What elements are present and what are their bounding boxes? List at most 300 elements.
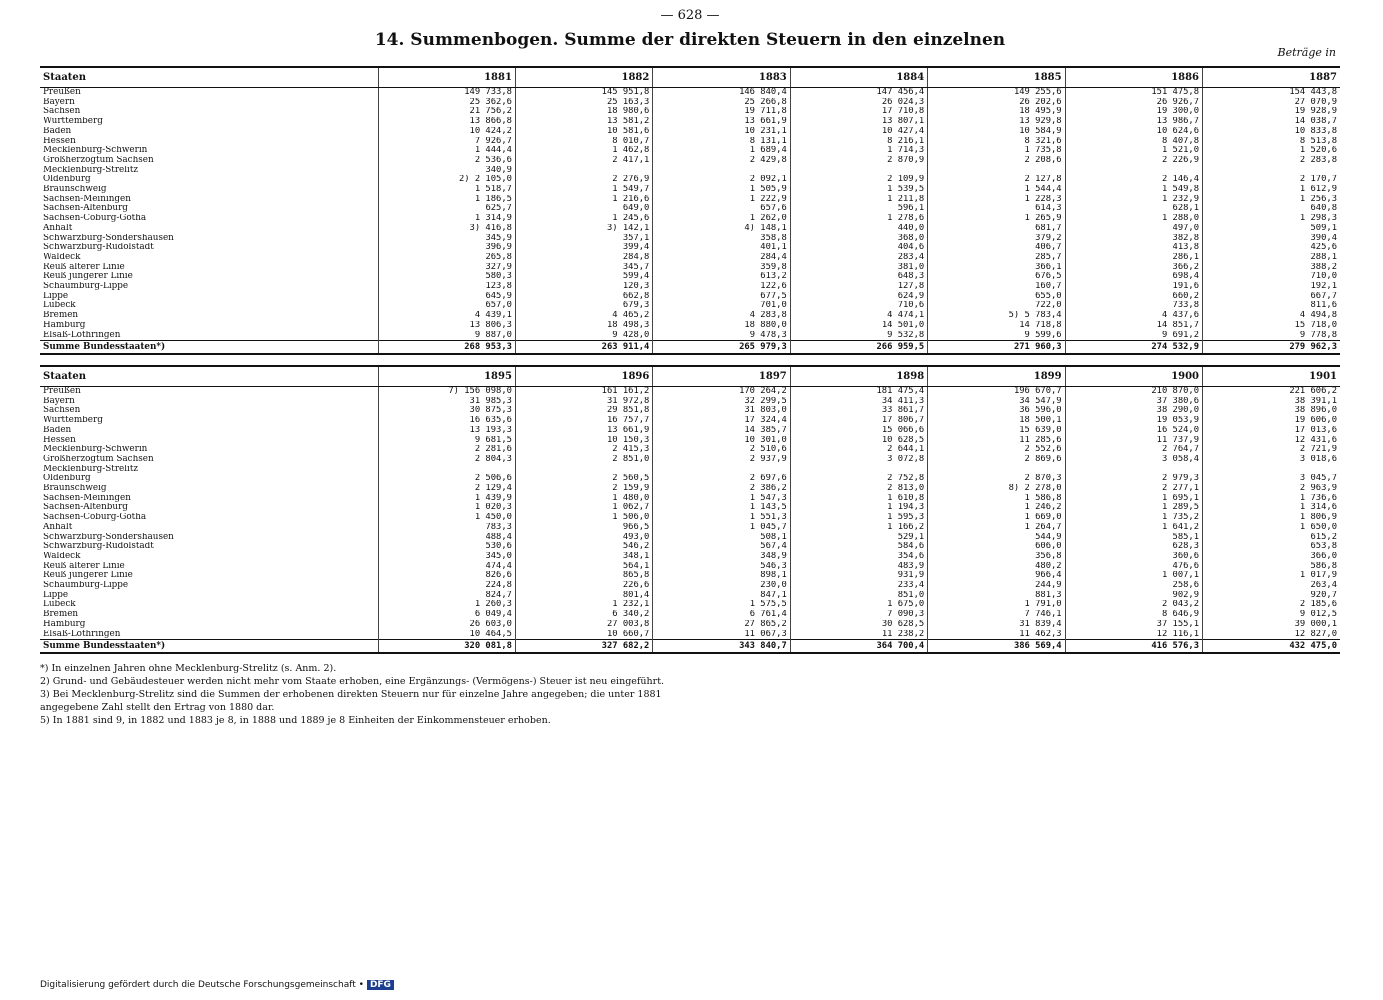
table-row [40, 465, 1340, 475]
table-row [40, 146, 1340, 156]
tax-value: 2 869,6 [928, 455, 1065, 465]
tax-value: 161 161,2 [515, 386, 652, 396]
table-row [40, 406, 1340, 416]
tax-value: 6 049,4 [378, 610, 515, 620]
sum-row [40, 640, 1340, 653]
tax-value: 10 833,8 [1203, 127, 1340, 137]
tax-value: 902,9 [1065, 591, 1202, 601]
table-row [40, 234, 1340, 244]
tax-value: 1 017,9 [1203, 571, 1340, 581]
tax-value: 2 697,6 [653, 474, 790, 484]
tax-value: 847,1 [653, 591, 790, 601]
state-name: Hessen [43, 435, 76, 445]
tax-value: 586,8 [1203, 562, 1340, 572]
tax-value: 681,7 [928, 224, 1065, 234]
tax-value: 36 596,0 [928, 406, 1065, 416]
tax-value: 31 803,0 [653, 406, 790, 416]
tax-value: 149 733,8 [378, 88, 515, 98]
sum-label: Summe Bundesstaaten*) [40, 640, 378, 653]
tax-value: 4 437,6 [1065, 311, 1202, 321]
tax-value: 2 963,9 [1203, 484, 1340, 494]
tax-value: 4 494,8 [1203, 311, 1340, 321]
tax-value: 9 478,3 [653, 331, 790, 341]
tax-value: 12 431,6 [1203, 436, 1340, 446]
state-name: Schwarzburg-Sondershausen [43, 233, 174, 243]
tax-value: 357,1 [515, 234, 652, 244]
tax-value: 25 163,3 [515, 98, 652, 108]
state-name: Schwarzburg-Rudolstadt [43, 243, 154, 253]
tax-value: 37 380,6 [1065, 397, 1202, 407]
tax-value: 920,7 [1203, 591, 1340, 601]
tax-value: 14 851,7 [1065, 321, 1202, 331]
table-row [40, 436, 1340, 446]
sum-value: 343 840,7 [653, 640, 790, 653]
tax-value: 1 288,0 [1065, 214, 1202, 224]
tax-value: 13 929,8 [928, 117, 1065, 127]
state-name: Bayern [43, 396, 75, 406]
tax-value: 625,7 [378, 204, 515, 214]
tax-value: 2 752,8 [790, 474, 927, 484]
tax-value: 26 202,6 [928, 98, 1065, 108]
state-name: Mecklenburg-Schwerin [43, 445, 148, 455]
tax-value: 440,0 [790, 224, 927, 234]
sum-value: 268 953,3 [378, 341, 515, 354]
tax-value: 1 575,5 [653, 600, 790, 610]
tax-value: 258,6 [1065, 581, 1202, 591]
tax-value: 11 737,9 [1065, 436, 1202, 446]
tax-value: 32 299,5 [653, 397, 790, 407]
table-row [40, 272, 1340, 282]
tax-value: 390,4 [1203, 234, 1340, 244]
tax-value [790, 465, 927, 475]
tax-value: 1 641,2 [1065, 523, 1202, 533]
tax-value: 2 415,3 [515, 445, 652, 455]
tax-value: 388,2 [1203, 263, 1340, 273]
tax-value: 18 980,6 [515, 107, 652, 117]
state-name: Sachsen-Meiningen [43, 194, 131, 204]
tax-value: 146 840,4 [653, 88, 790, 98]
tax-value: 8 010,7 [515, 137, 652, 147]
tax-value: 1 586,8 [928, 494, 1065, 504]
tax-value: 11 285,6 [928, 436, 1065, 446]
tax-value: 8 131,1 [653, 137, 790, 147]
tax-value: 19 053,9 [1065, 416, 1202, 426]
tax-value: 9 778,8 [1203, 331, 1340, 341]
sum-value: 274 532,9 [1065, 341, 1202, 354]
tax-value: 1 650,0 [1203, 523, 1340, 533]
tax-value: 13 661,9 [515, 426, 652, 436]
tax-value: 1 143,5 [653, 503, 790, 513]
tax-table-1895-1901 [40, 365, 1340, 654]
tax-value [653, 465, 790, 475]
tax-value: 1 610,8 [790, 494, 927, 504]
tax-value: 1 595,3 [790, 513, 927, 523]
tax-value: 401,1 [653, 243, 790, 253]
tax-value: 404,6 [790, 243, 927, 253]
tax-value: 1 505,9 [653, 185, 790, 195]
tax-value: 288,1 [1203, 253, 1340, 263]
tax-value: 1 298,3 [1203, 214, 1340, 224]
tax-value: 265,8 [378, 253, 515, 263]
tax-value: 580,3 [378, 272, 515, 282]
tax-value: 811,6 [1203, 301, 1340, 311]
tax-value: 567,4 [653, 542, 790, 552]
tax-value: 425,6 [1203, 243, 1340, 253]
tax-value: 677,5 [653, 292, 790, 302]
tax-value: 284,8 [515, 253, 652, 263]
tax-value: 2 226,9 [1065, 156, 1202, 166]
table-row [40, 552, 1340, 562]
tax-value: 30 875,3 [378, 406, 515, 416]
tax-value: 10 581,6 [515, 127, 652, 137]
sum-value: 416 576,3 [1065, 640, 1202, 653]
tax-value: 1 480,0 [515, 494, 652, 504]
footnote: 3) Bei Mecklenburg-Strelitz sind die Summen der erhobenen direkten Steuern nur für einzelne Jahre angegeben; die unter 1881 [40, 688, 662, 700]
tax-value: 284,4 [653, 253, 790, 263]
state-name: Sachsen-Meiningen [43, 493, 131, 503]
tax-value: 14 385,7 [653, 426, 790, 436]
table-row [40, 610, 1340, 620]
tax-value: 662,8 [515, 292, 652, 302]
tax-value: 14 038,7 [1203, 117, 1340, 127]
sum-value: 327 682,2 [515, 640, 652, 653]
tax-value: 25 362,6 [378, 98, 515, 108]
tax-value: 1 450,0 [378, 513, 515, 523]
state-name: Waldeck [43, 551, 81, 561]
table-block-1895-1901 [40, 365, 1340, 654]
table-row [40, 224, 1340, 234]
table-row [40, 253, 1340, 263]
state-name: Elsaß-Lothringen [43, 629, 121, 639]
tax-value: 26 926,7 [1065, 98, 1202, 108]
credit-text: Digitalisierung gefördert durch die Deutsche Forschungsgemeinschaft • [40, 980, 364, 990]
state-name: Bremen [43, 610, 79, 620]
table-row [40, 630, 1340, 640]
tax-value: 1 020,3 [378, 503, 515, 513]
column-header-year: 1882 [515, 67, 652, 88]
tax-value: 396,9 [378, 243, 515, 253]
tax-value: 493,0 [515, 533, 652, 543]
table-row [40, 445, 1340, 455]
tax-value: 1 264,7 [928, 523, 1065, 533]
tax-value [1203, 465, 1340, 475]
tax-value: 614,3 [928, 204, 1065, 214]
tax-value: 406,7 [928, 243, 1065, 253]
tax-value: 865,8 [515, 571, 652, 581]
tax-value: 826,6 [378, 571, 515, 581]
table-row [40, 166, 1340, 176]
table-row [40, 311, 1340, 321]
tax-value: 191,6 [1065, 282, 1202, 292]
state-name: Bayern [43, 97, 75, 107]
footnote: 5) In 1881 sind 9, in 1882 und 1883 je 8, in 1888 und 1889 je 8 Einheiten der Einkommensteuer erhoben. [40, 714, 551, 726]
tax-value: 2 764,7 [1065, 445, 1202, 455]
tax-value: 676,5 [928, 272, 1065, 282]
tax-value: 4 465,2 [515, 311, 652, 321]
tax-value: 1 262,0 [653, 214, 790, 224]
tax-value: 38 290,0 [1065, 406, 1202, 416]
tax-value: 34 411,3 [790, 397, 927, 407]
tax-value: 37 155,1 [1065, 620, 1202, 630]
tax-value: 1 791,0 [928, 600, 1065, 610]
state-name: Waldeck [43, 252, 81, 262]
state-name: Oldenburg [43, 175, 91, 185]
document-page [40, 8, 1340, 992]
tax-value: 1 544,4 [928, 185, 1065, 195]
tax-value: 1 521,0 [1065, 146, 1202, 156]
column-header-year: 1896 [515, 366, 652, 387]
tax-value: 3) 416,8 [378, 224, 515, 234]
table-row [40, 513, 1340, 523]
tax-value: 1 462,8 [515, 146, 652, 156]
tax-value: 2 813,0 [790, 484, 927, 494]
footnote: angegebene Zahl stellt den Ertrag von 1880 dar. [40, 701, 275, 713]
tax-value: 2 429,8 [653, 156, 790, 166]
tax-value: 1 735,2 [1065, 513, 1202, 523]
tax-value: 1 194,3 [790, 503, 927, 513]
tax-value: 181 475,4 [790, 386, 927, 396]
tax-value: 2 417,1 [515, 156, 652, 166]
tax-value: 1 549,7 [515, 185, 652, 195]
tax-value: 801,4 [515, 591, 652, 601]
tax-value: 1 518,7 [378, 185, 515, 195]
tax-value: 1 520,6 [1203, 146, 1340, 156]
state-name: Lippe [43, 590, 69, 600]
state-name: Baden [43, 425, 72, 435]
tax-value: 27 865,2 [653, 620, 790, 630]
tax-value: 2 092,1 [653, 175, 790, 185]
tax-value: 18 498,3 [515, 321, 652, 331]
tax-value: 13 661,9 [653, 117, 790, 127]
tax-value: 564,1 [515, 562, 652, 572]
tax-value: 824,7 [378, 591, 515, 601]
column-header-year: 1884 [790, 67, 927, 88]
sum-value: 263 911,4 [515, 341, 652, 354]
table-row [40, 321, 1340, 331]
footnote: *) In einzelnen Jahren ohne Mecklenburg-Strelitz (s. Anm. 2). [40, 662, 337, 674]
tax-value: 966,4 [928, 571, 1065, 581]
state-name: Lübeck [43, 301, 76, 311]
tax-value: 1 246,2 [928, 503, 1065, 513]
table-row [40, 127, 1340, 137]
tax-value [928, 166, 1065, 176]
tax-value: 585,1 [1065, 533, 1202, 543]
tax-value: 2 281,6 [378, 445, 515, 455]
table-row [40, 292, 1340, 302]
tax-value: 120,3 [515, 282, 652, 292]
table-row [40, 175, 1340, 185]
tax-value: 1 062,7 [515, 503, 652, 513]
tax-value: 10 624,6 [1065, 127, 1202, 137]
tax-value: 358,8 [653, 234, 790, 244]
state-name: Schwarzburg-Rudolstadt [43, 542, 154, 552]
tax-value: 13 581,2 [515, 117, 652, 127]
tax-value: 1 439,9 [378, 494, 515, 504]
tax-value: 4 283,8 [653, 311, 790, 321]
state-name: Preußen [43, 87, 81, 97]
tax-value: 628,1 [1065, 204, 1202, 214]
tax-value: 655,0 [928, 292, 1065, 302]
tax-value: 196 670,7 [928, 386, 1065, 396]
tax-value: 11 462,3 [928, 630, 1065, 640]
tax-value: 2 386,2 [653, 484, 790, 494]
tax-value: 286,1 [1065, 253, 1202, 263]
state-name: Schaumburg-Lippe [43, 282, 129, 292]
tax-value: 11 067,3 [653, 630, 790, 640]
tax-value: 160,7 [928, 282, 1065, 292]
sum-value: 320 081,8 [378, 640, 515, 653]
tax-value: 192,1 [1203, 282, 1340, 292]
tax-value: 15 718,0 [1203, 321, 1340, 331]
tax-value: 613,2 [653, 272, 790, 282]
table-row [40, 137, 1340, 147]
tax-value: 29 851,8 [515, 406, 652, 416]
tax-value: 476,6 [1065, 562, 1202, 572]
column-header-year: 1883 [653, 67, 790, 88]
tax-value: 2 644,1 [790, 445, 927, 455]
column-header-year: 1881 [378, 67, 515, 88]
tax-value: 382,8 [1065, 234, 1202, 244]
tax-value: 13 986,7 [1065, 117, 1202, 127]
tax-value: 1 735,8 [928, 146, 1065, 156]
tax-value: 8 216,1 [790, 137, 927, 147]
tax-value: 667,7 [1203, 292, 1340, 302]
tax-value: 509,1 [1203, 224, 1340, 234]
sum-row [40, 341, 1340, 354]
tax-value: 701,0 [653, 301, 790, 311]
tax-value: 13 193,3 [378, 426, 515, 436]
tax-value: 7 926,7 [378, 137, 515, 147]
tax-value: 8 321,6 [928, 137, 1065, 147]
tax-value: 2 277,1 [1065, 484, 1202, 494]
column-header-state: Staaten [40, 366, 378, 387]
tax-value: 366,2 [1065, 263, 1202, 273]
tax-value: 39 000,1 [1203, 620, 1340, 630]
tax-value [1065, 465, 1202, 475]
tax-value: 9 599,6 [928, 331, 1065, 341]
sum-value: 271 960,3 [928, 341, 1065, 354]
tax-value: 497,0 [1065, 224, 1202, 234]
table-row [40, 455, 1340, 465]
tax-table-1881-1887 [40, 66, 1340, 355]
tax-value: 1 669,0 [928, 513, 1065, 523]
footnote: 2) Grund- und Gebäudesteuer werden nicht mehr vom Staate erhoben, eine Ergänzungs- (Vermögens-) Steuer ist neu eingeführt. [40, 675, 665, 687]
tax-value: 9 887,0 [378, 331, 515, 341]
tax-value: 657,6 [653, 204, 790, 214]
tax-value: 8 513,8 [1203, 137, 1340, 147]
tax-value: 1 245,6 [515, 214, 652, 224]
tax-value: 606,0 [928, 542, 1065, 552]
tax-value: 2 283,8 [1203, 156, 1340, 166]
sum-value: 364 700,4 [790, 640, 927, 653]
state-name: Lübeck [43, 600, 76, 610]
tax-value: 16 757,7 [515, 416, 652, 426]
tax-value: 1 211,8 [790, 195, 927, 205]
table-row [40, 107, 1340, 117]
tax-value: 530,6 [378, 542, 515, 552]
state-name: Sachsen [43, 107, 81, 117]
tax-value: 31 972,8 [515, 397, 652, 407]
sum-value: 279 962,3 [1203, 341, 1340, 354]
tax-value: 474,4 [378, 562, 515, 572]
tax-value: 18 495,9 [928, 107, 1065, 117]
column-header-year: 1897 [653, 366, 790, 387]
tax-value: 149 255,6 [928, 88, 1065, 98]
tax-value: 2 536,6 [378, 156, 515, 166]
state-name: Braunschweig [43, 484, 107, 494]
table-row [40, 386, 1340, 396]
tax-value: 354,6 [790, 552, 927, 562]
tax-value: 31 985,3 [378, 397, 515, 407]
tax-value: 722,0 [928, 301, 1065, 311]
table-row [40, 591, 1340, 601]
tax-value: 2 170,7 [1203, 175, 1340, 185]
tax-value: 1 228,3 [928, 195, 1065, 205]
tax-value: 25 266,8 [653, 98, 790, 108]
tax-value: 2 146,4 [1065, 175, 1202, 185]
sum-value: 386 569,4 [928, 640, 1065, 653]
tax-value: 226,6 [515, 581, 652, 591]
tax-value: 483,9 [790, 562, 927, 572]
tax-value [378, 465, 515, 475]
tax-value: 1 166,2 [790, 523, 927, 533]
tax-value: 151 475,8 [1065, 88, 1202, 98]
sum-value: 432 475,0 [1203, 640, 1340, 653]
state-name: Sachsen-Altenburg [43, 503, 128, 513]
tax-value: 2 552,6 [928, 445, 1065, 455]
table-row [40, 503, 1340, 513]
sum-label: Summe Bundesstaaten*) [40, 341, 378, 354]
unit-note: Beträge in [1277, 46, 1336, 59]
tax-value: 366,1 [928, 263, 1065, 273]
column-header-year: 1899 [928, 366, 1065, 387]
tax-value: 34 547,9 [928, 397, 1065, 407]
tax-value: 710,0 [1203, 272, 1340, 282]
tax-value: 26 603,0 [378, 620, 515, 630]
tax-value: 9 532,8 [790, 331, 927, 341]
tax-value: 698,4 [1065, 272, 1202, 282]
table-row [40, 416, 1340, 426]
tax-value: 1 265,9 [928, 214, 1065, 224]
table-row [40, 474, 1340, 484]
tax-value: 379,2 [928, 234, 1065, 244]
column-header-year: 1885 [928, 67, 1065, 88]
tax-value: 399,4 [515, 243, 652, 253]
state-name: Reuß älterer Linie [43, 262, 125, 272]
tax-value: 733,8 [1065, 301, 1202, 311]
tax-value: 3) 142,1 [515, 224, 652, 234]
state-name: Baden [43, 126, 72, 136]
tax-value: 21 756,2 [378, 107, 515, 117]
tax-value: 4) 148,1 [653, 224, 790, 234]
table-row [40, 214, 1340, 224]
tax-value: 1 689,4 [653, 146, 790, 156]
tax-value: 17 013,6 [1203, 426, 1340, 436]
table-row [40, 571, 1340, 581]
tax-value: 13 807,1 [790, 117, 927, 127]
tax-value: 263,4 [1203, 581, 1340, 591]
state-name: Sachsen-Altenburg [43, 204, 128, 214]
tax-value: 360,6 [1065, 552, 1202, 562]
tax-value: 13 806,3 [378, 321, 515, 331]
tax-value: 488,4 [378, 533, 515, 543]
tax-value: 529,1 [790, 533, 927, 543]
tax-value: 7 746,1 [928, 610, 1065, 620]
tax-value: 154 443,8 [1203, 88, 1340, 98]
tax-value: 27 070,9 [1203, 98, 1340, 108]
table-row [40, 331, 1340, 341]
tax-value: 2 185,6 [1203, 600, 1340, 610]
